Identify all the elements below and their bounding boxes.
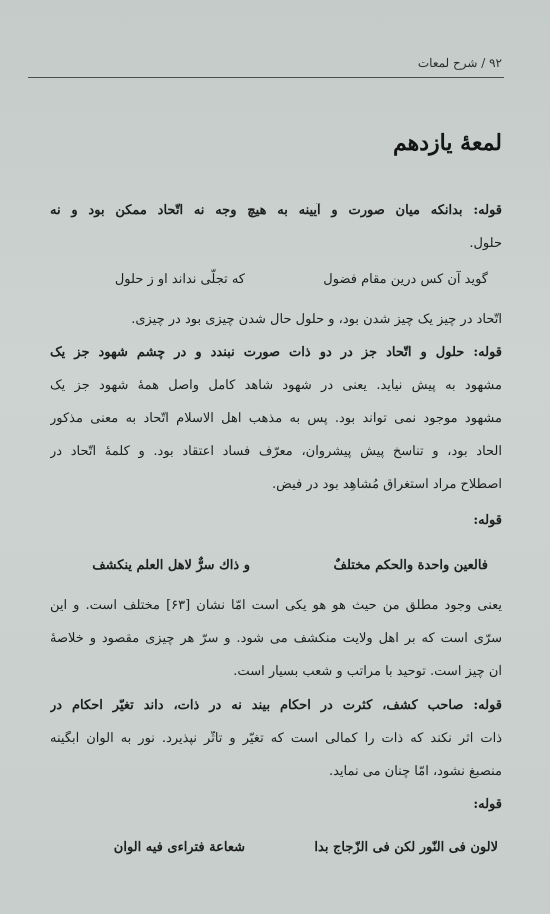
paragraph-line: حلول. (469, 236, 502, 251)
verse-hemistich-right: لالون فی النّور لکن فی الزّجاج بدا (314, 840, 498, 855)
verse-hemistich-left: که تجلّی نداند او ز حلول (114, 272, 245, 287)
paragraph-line: آن چیز است. توحید با مراتب و شعب بسیار است. (233, 664, 502, 679)
verse-hemistich-right: گوید آن کس درین مقام فضول (323, 272, 488, 287)
paragraph-line: مشهود به پیش نیاید. یعنی در شهود شاهد کامل واصل همهٔ شهود جز یک (50, 378, 502, 393)
header-rule (28, 77, 504, 78)
paragraph-line: ذات اثر نکند که ذات را کمالی است که تغیّر و تأثّر نپذیرد. نور به الوان آبگینه (50, 731, 502, 746)
chapter-title: لمعهٔ یازدهم (393, 130, 502, 156)
paragraph-line: سرّی است که بر اهل ولایت منکشف می شود. و سرّ هر چیزی مقصود و خلاصهٔ (50, 631, 502, 646)
paragraph-line: قوله: بدانکه میان صورت و آیینه به هیچ وجه نه اتّحاد ممکن بود و نه (50, 203, 502, 218)
quote-label: قوله: (473, 513, 502, 528)
quote-label: قوله: (473, 797, 502, 812)
paragraph-line: یعنی وجود مطلق من حیث هو هو یکی است امّا نشان [۶۳] مختلف است. و این (50, 598, 502, 613)
paragraph-line: قوله: حلول و اتّحاد جز در دو ذات صورت نبندد و در چشم شهود جز یک (50, 345, 502, 360)
paragraph-line: قوله: صاحب کشف، کثرت در احکام بیند نه در ذات، داند تغیّر احکام در (50, 698, 502, 713)
paragraph-line: منصبغ نشود، امّا چنان می نماید. (328, 764, 502, 779)
paragraph-line: اتّحاد در چیز یک چیز شدن بود، و حلول حال شدن چیزی بود در چیزی. (131, 312, 502, 327)
paragraph-line: الحاد بود، و تناسخ پیش پیشروان، معرّف فساد اعتقاد بود. و کلمهٔ اتّحاد در (50, 444, 502, 459)
verse-hemistich-left: و ذاك سرٌّ لاهل العلم ینکشف (92, 558, 250, 573)
page-header (0, 50, 550, 80)
verse-hemistich-right: فالعین واحدة والحکم مختلفٌ (333, 558, 488, 573)
paragraph-line: اصطلاح مراد استغراق مُشاهِد بود در فیض. (272, 477, 502, 492)
running-title: ۹۲ / شرح لمعات (417, 56, 502, 70)
verse-hemistich-left: شعاعة فتراءی فیه الوان (113, 840, 245, 855)
paragraph-line: مشهود موجود نمی تواند بود. پس به مذهب اهل الاسلام اتّحاد به معنی مذکور (50, 411, 502, 426)
